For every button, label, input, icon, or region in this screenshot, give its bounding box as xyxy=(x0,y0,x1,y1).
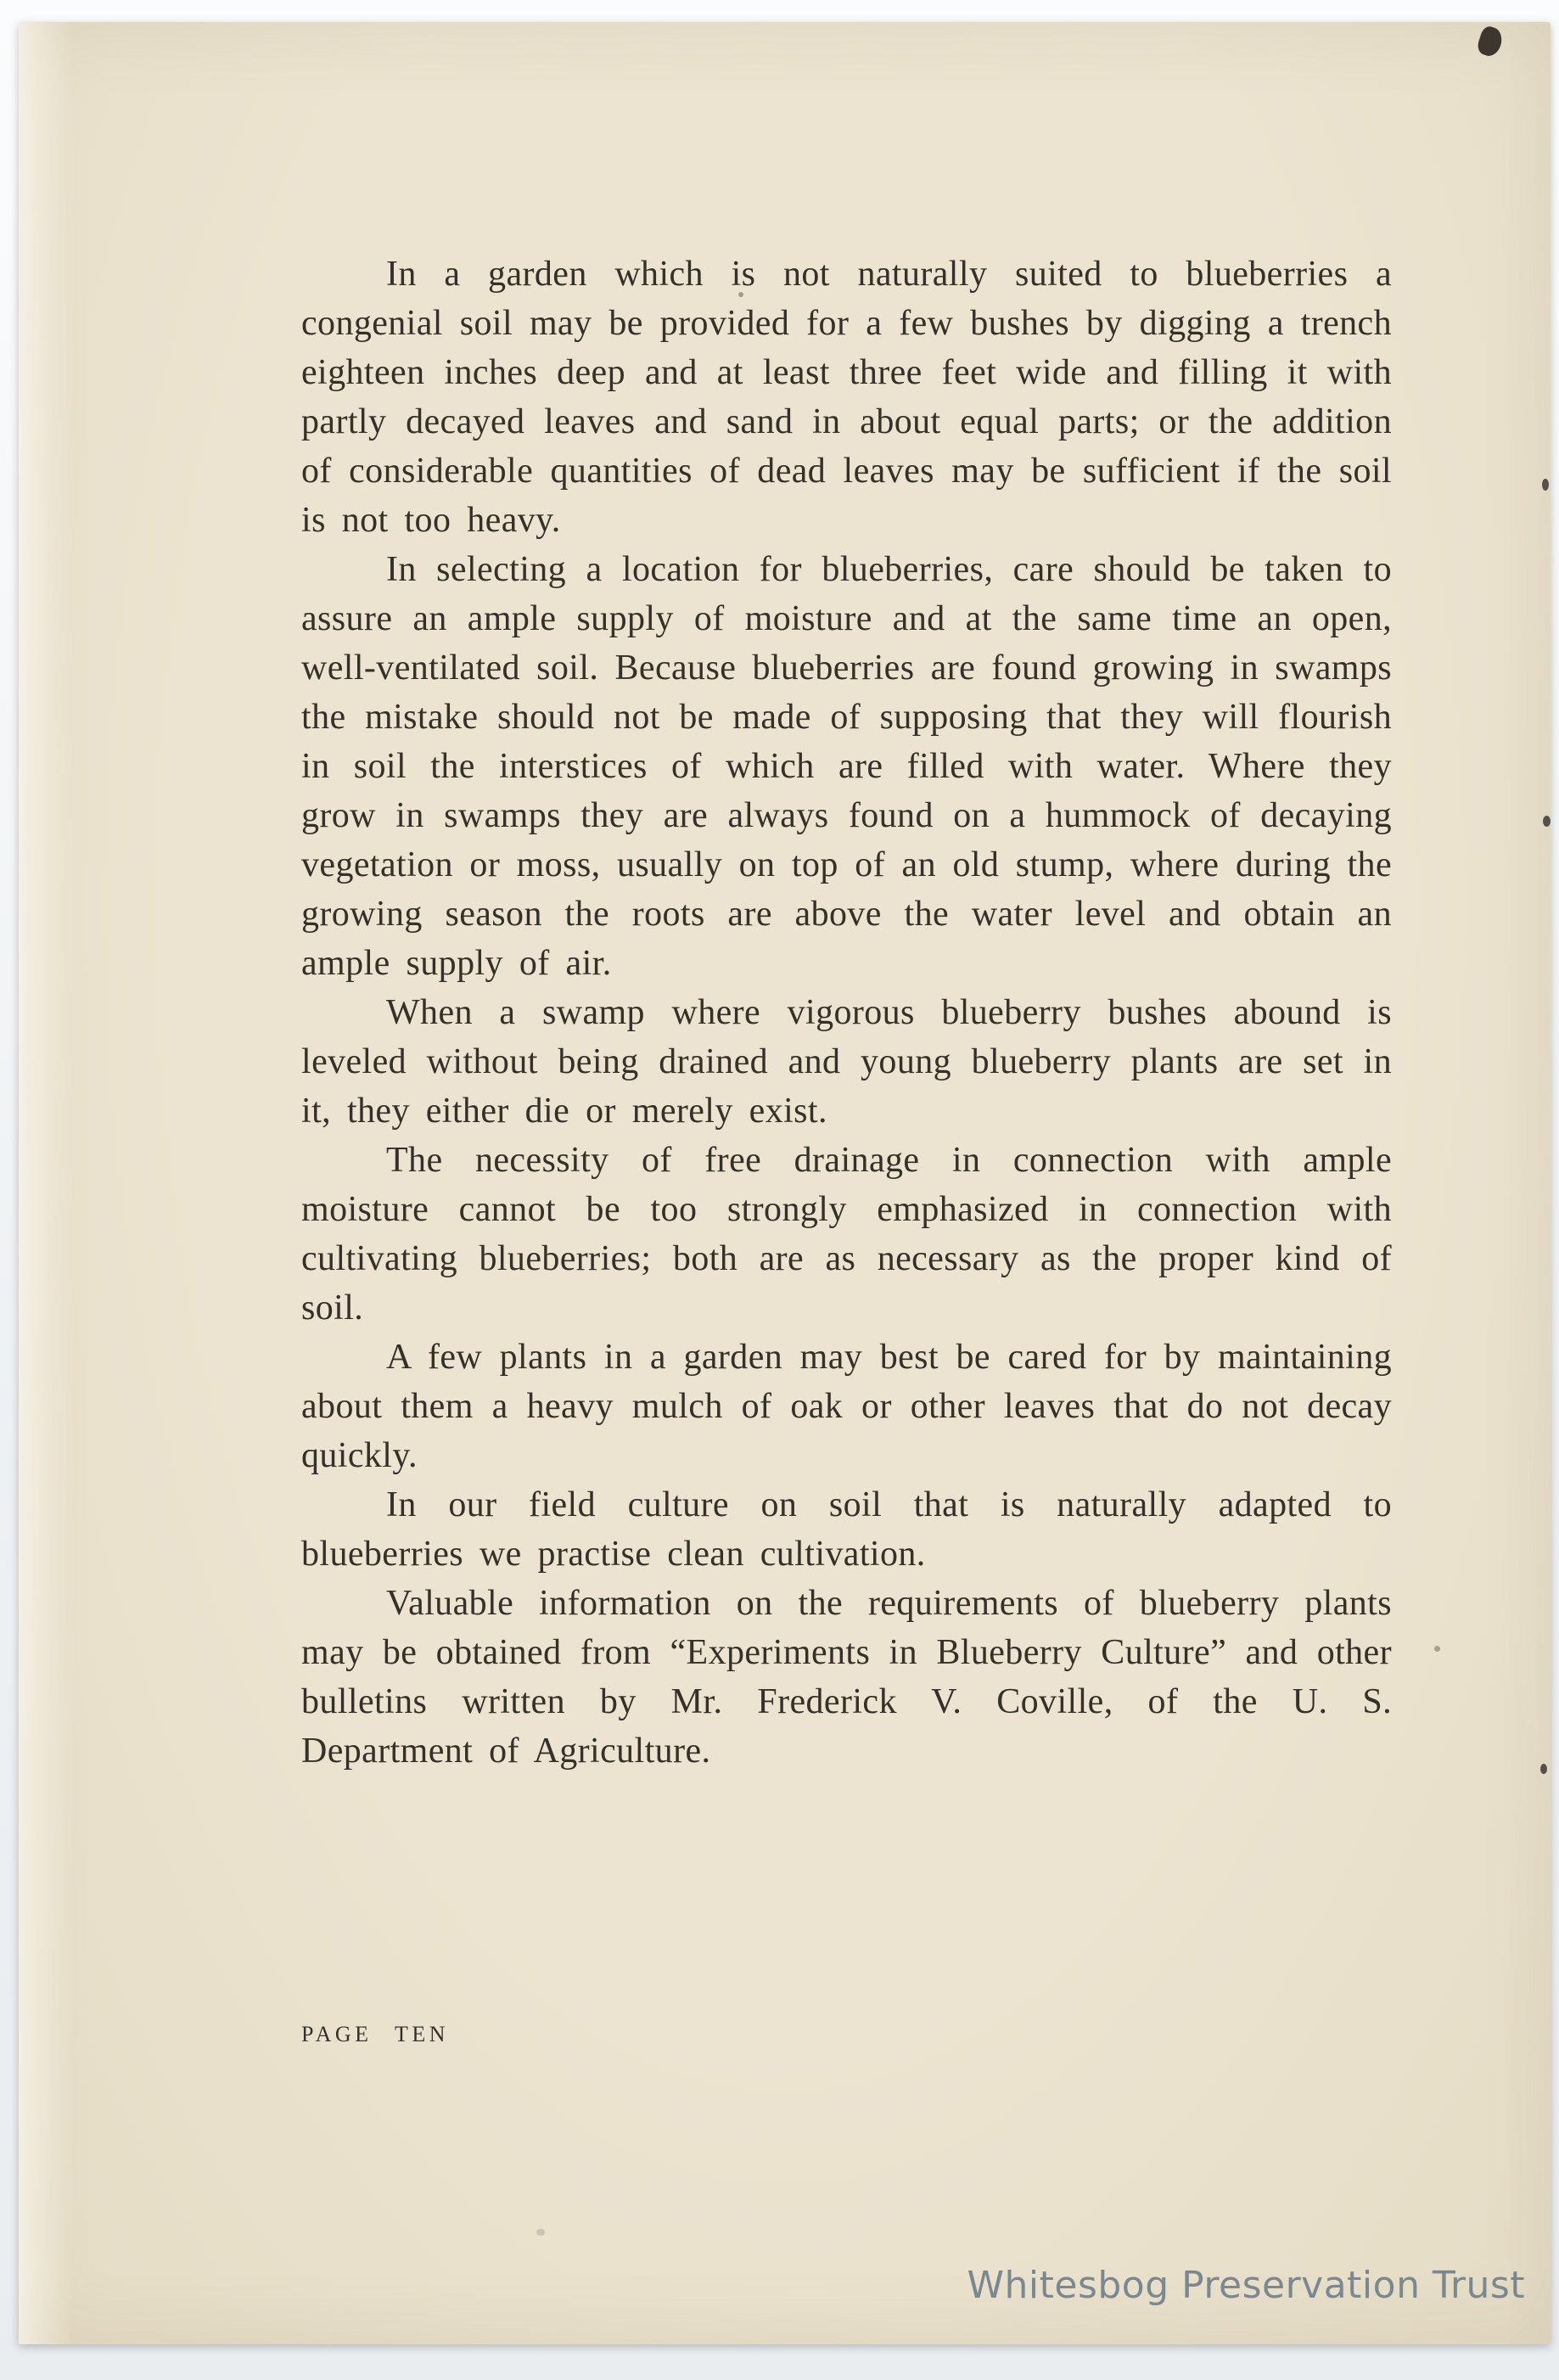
paper-speck xyxy=(1540,1764,1547,1774)
paragraph-7: Valuable information on the requirements of blueberry plants may be obtained from “Experiments in Blueberry Culture” and other bulletins written by Mr. Frederick V. Coville, of the U. S. Department of Agriculture. xyxy=(301,1584,1392,1771)
paragraph-1: In a garden which is not naturally suited to blueberries a congenial soil may be provided for a few bushes by digging a trench eighteen inches deep and at least three feet wide and filling it with partly decayed leaves and sand in about equal parts; or the addition of considerable quantities of dead leaves may be sufficient if the soil is not too heavy. xyxy=(301,255,1392,540)
paper-speck xyxy=(1542,479,1549,491)
paper-speck xyxy=(1543,816,1551,827)
watermark-text: Whitesbog Preservation Trust xyxy=(967,2264,1525,2307)
paragraph-4: The necessity of free drainage in connection with ample moisture cannot be too strongly emphasized in connection with cultivating blueberries; both are as necessary as the proper kind of soil. xyxy=(301,1141,1392,1328)
paper-speck xyxy=(1475,25,1505,59)
paper-speck xyxy=(1434,1646,1440,1652)
paragraph-2: In selecting a location for blueberries, care should be taken to assure an ample supply of moisture and at the same time an open, well-ventilated soil. Because blueberries are found growing in swamps the mistake should not be made of supposing that they will flourish in soil the interstices of which are filled with water. Where they grow in swamps they are always found on a hummock of decaying vegetation or moss, usually on top of an old stump, where during the growing season the roots are above the water level and obtain an ample supply of air. xyxy=(301,550,1392,983)
page-number-footer: PAGE TEN xyxy=(301,2022,450,2046)
paragraph-6: In our field culture on soil that is naturally adapted to blueberries we practise clean cultivation. xyxy=(301,1485,1392,1574)
paragraph-3: When a swamp where vigorous blueberry bushes abound is leveled without being drained and young blueberry plants are set in it, they either die or merely exist. xyxy=(301,993,1392,1131)
paragraph-5: A few plants in a garden may best be cared for by maintaining about them a heavy mulch of oak or other leaves that do not decay quickly. xyxy=(301,1338,1392,1475)
paper-speck xyxy=(536,2229,545,2236)
document-page xyxy=(19,22,1551,2344)
body-text xyxy=(301,250,1392,1776)
binding-edge-highlight xyxy=(19,22,73,2344)
